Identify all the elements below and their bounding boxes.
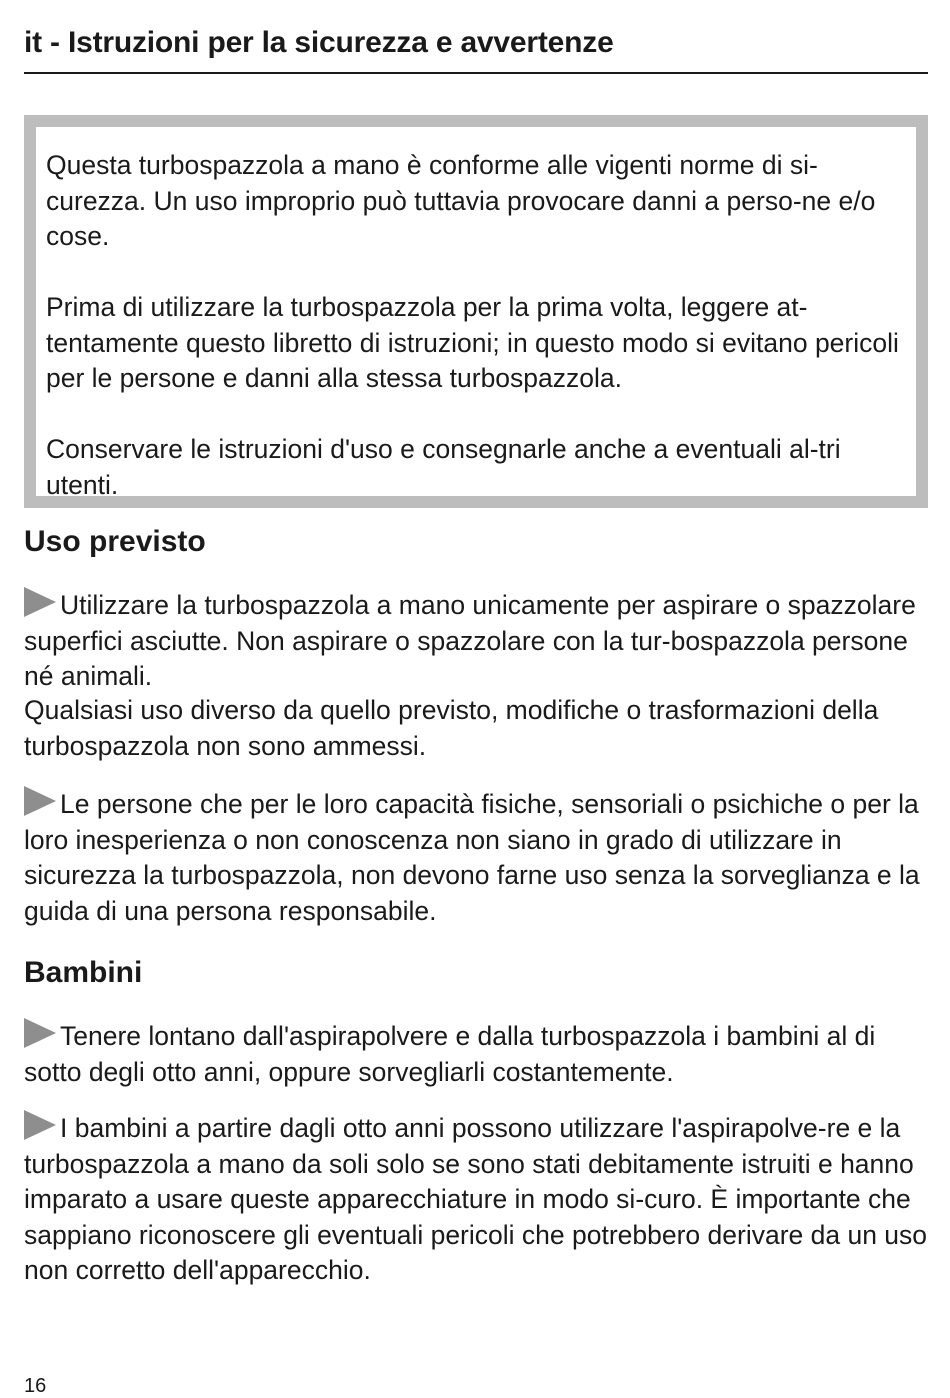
section-heading-uso-previsto: Uso previsto bbox=[24, 525, 206, 558]
section-heading-bambini: Bambini bbox=[24, 956, 143, 989]
bullet-paragraph bbox=[24, 786, 929, 929]
warning-paragraph: Prima di utilizzare la turbospazzola per la prima volta, leggere at-tentamente questo libretto di istruzioni; in questo modo si evitano pericoli per le persone e danni alla stessa turbospazzola. bbox=[46, 292, 899, 393]
safety-warning-box bbox=[24, 115, 928, 508]
triangle-bullet-icon bbox=[24, 1110, 56, 1140]
bullet-paragraph bbox=[24, 1110, 929, 1289]
bullet-text: Tenere lontano dall'aspirapolvere e dalla turbospazzola i bambini al di sotto degli otto anni, oppure sorvegliarli costantemente. bbox=[24, 1021, 876, 1087]
bullet-text: Utilizzare la turbospazzola a mano unicamente per aspirare o spazzolare superfici asciutte. Non aspirare o spazzolare con la tur-bospazzola persone né animali. bbox=[24, 590, 916, 691]
bullet-text: I bambini a partire dagli otto anni possono utilizzare l'aspirapolve-re e la turbospazzola a mano da soli solo se sono stati debitamente istruiti e hanno imparato a usare queste apparecchiature in modo si-curo. È importante che sappiano riconoscere gli eventuali pericoli che potrebbero derivare da un uso non corretto dell'apparecchio. bbox=[24, 1113, 928, 1285]
bullet-paragraph bbox=[24, 587, 929, 695]
triangle-bullet-icon bbox=[24, 1018, 56, 1048]
bullet-text: Le persone che per le loro capacità fisiche, sensoriali o psichiche o per la loro inesperienza o non conoscenza non siano in grado di utilizzare in sicurezza la turbospazzola, non devono farne uso senza la sorveglianza e la guida di una persona responsabile. bbox=[24, 789, 920, 926]
warning-paragraph: Questa turbospazzola a mano è conforme alle vigenti norme di si-curezza. Un uso improprio può tuttavia provocare danni a perso-ne e/o cose. bbox=[46, 150, 876, 251]
bullet-paragraph bbox=[24, 1018, 929, 1090]
title-divider bbox=[24, 72, 928, 74]
page-title: it - Istruzioni per la sicurezza e avvertenze bbox=[24, 26, 614, 59]
triangle-bullet-icon bbox=[24, 786, 56, 816]
page-number: 16 bbox=[24, 1375, 47, 1397]
continuation-paragraph: Qualsiasi uso diverso da quello previsto, modifiche o trasformazioni della turbospazzola non sono ammessi. bbox=[24, 695, 879, 761]
warning-paragraph: Conservare le istruzioni d'uso e consegnarle anche a eventuali al-tri utenti. bbox=[46, 434, 841, 500]
triangle-bullet-icon bbox=[24, 587, 56, 617]
